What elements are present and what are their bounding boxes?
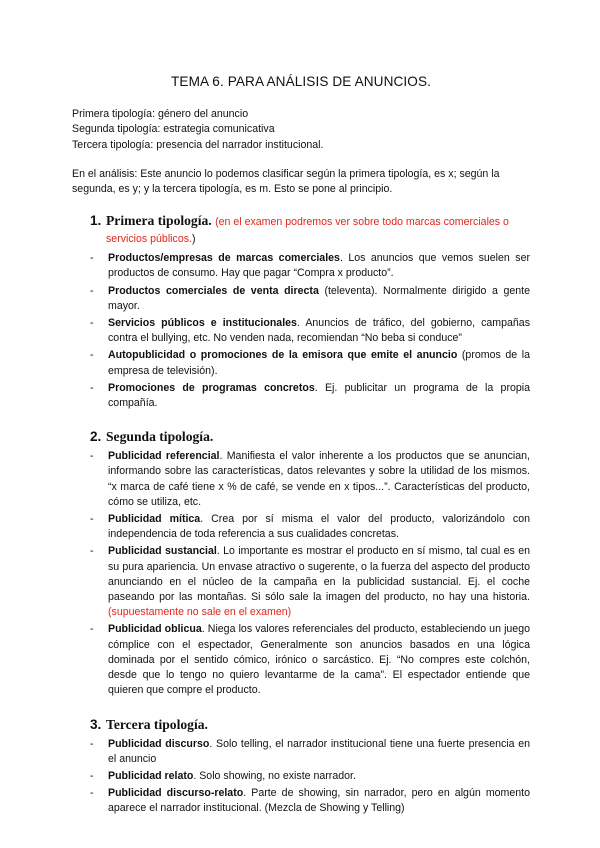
list-item: - Publicidad oblicua. Niega los valores referenciales del producto, estableciendo un juego cómplice con el espectador, Generalmente son anuncios basados en una lógica dominada por el sentido cómico, irónico o sarcástico. Ej. “No compres este colchón, desde que lo tengo no quiero levantarme de la cama”. El espectador entiende que quieren que compre el producto. <box>90 623 530 697</box>
section-number: 3. <box>90 716 102 732</box>
list-item: - Productos/empresas de marcas comerciales. Los anuncios que vemos suelen ser productos de consumo. Hay que pagar “Compra x producto”. <box>90 252 530 280</box>
item-list <box>72 449 530 698</box>
intro-line: Segunda tipología: estrategia comunicativa <box>72 123 275 136</box>
section-heading <box>72 429 530 445</box>
section-number: 2. <box>90 429 102 445</box>
section-note-end: ) <box>191 233 196 246</box>
section-note: (en el examen podremos ver sobre todo marcas comerciales o servicios públicos. <box>106 216 509 246</box>
list-item: - Productos comerciales de venta directa (televenta). Normalmente dirigido a gente mayor. <box>90 284 531 312</box>
exam-note: (supuestamente no sale en el examen) <box>108 606 292 619</box>
item-list <box>72 737 530 817</box>
intro-line: Tercera tipología: presencia del narrador institucional. <box>72 138 324 151</box>
list-item: - Publicidad referencial. Manifiesta el valor inherente a los productos que se anuncian, informando sobre las características, datos relevantes y sobre la utilidad de los mismos. “x marca de café tiene x % de café, se vende en x tipos...”. Características del producto, cómo se utiliza, etc. <box>90 450 530 508</box>
list-item: - Publicidad sustancial. Lo importante es mostrar el producto en sí mismo, tal cual es en su pura apariencia. Un envase atractivo o sugerente, o la fuerza del aspecto del producto anunciando en el núcleo de la campaña en la publicidad sustancial. Ej. el coche paseando por las montañas. Si sólo sale la imagen del producto, no hay una historia. (supuestamente no sale en el examen) <box>90 545 531 619</box>
list-item: - Publicidad discurso-relato. Parte de showing, sin narrador, pero en algún momento aparece el narrador institucional. (Mezcla de Showing y Telling) <box>90 787 530 815</box>
page-title: TEMA 6. PARA ANÁLISIS DE ANUNCIOS. <box>171 74 431 89</box>
section-1 <box>72 213 530 411</box>
list-item: - Publicidad discurso. Solo telling, el narrador institucional tiene una fuerte presencia en el anuncio <box>90 737 531 765</box>
list-item: - Autopublicidad o promociones de la emisora que emite el anuncio (promos de la empresa de televisión). <box>90 349 530 377</box>
intro-block <box>72 107 530 153</box>
section-3 <box>72 717 530 817</box>
analysis-paragraph: En el análisis: Este anuncio lo podemos clasificar según la primera tipología, es x; según la segunda, es y; y la tercera tipología, es m. Esto se pone al principio. <box>72 167 500 196</box>
list-item: - Servicios públicos e institucionales. Anuncios de tráfico, del gobierno, campañas contra el bullying, etc. No venden nada, recomiendan “No beba si conduce” <box>90 317 530 345</box>
list-item: - Publicidad relato. Solo showing, no existe narrador. <box>90 769 356 782</box>
section-heading <box>72 717 530 733</box>
section-number: 1. <box>90 213 102 229</box>
list-item: - Promociones de programas concretos. Ej. publicitar un programa de la propia compañía. <box>90 381 530 410</box>
section-heading <box>72 213 530 247</box>
item-list <box>72 251 530 411</box>
section-title: Tercera tipología. <box>106 716 208 732</box>
list-item: - Publicidad mítica. Crea por sí misma el valor del producto, valorizándolo con independencia de toda referencia a sus cualidades concretas. <box>90 513 530 541</box>
section-title: Segunda tipología. <box>106 429 214 445</box>
section-2 <box>72 429 530 698</box>
intro-line: Primera tipología: género del anuncio <box>72 108 249 121</box>
section-title: Primera tipología. <box>106 213 212 229</box>
